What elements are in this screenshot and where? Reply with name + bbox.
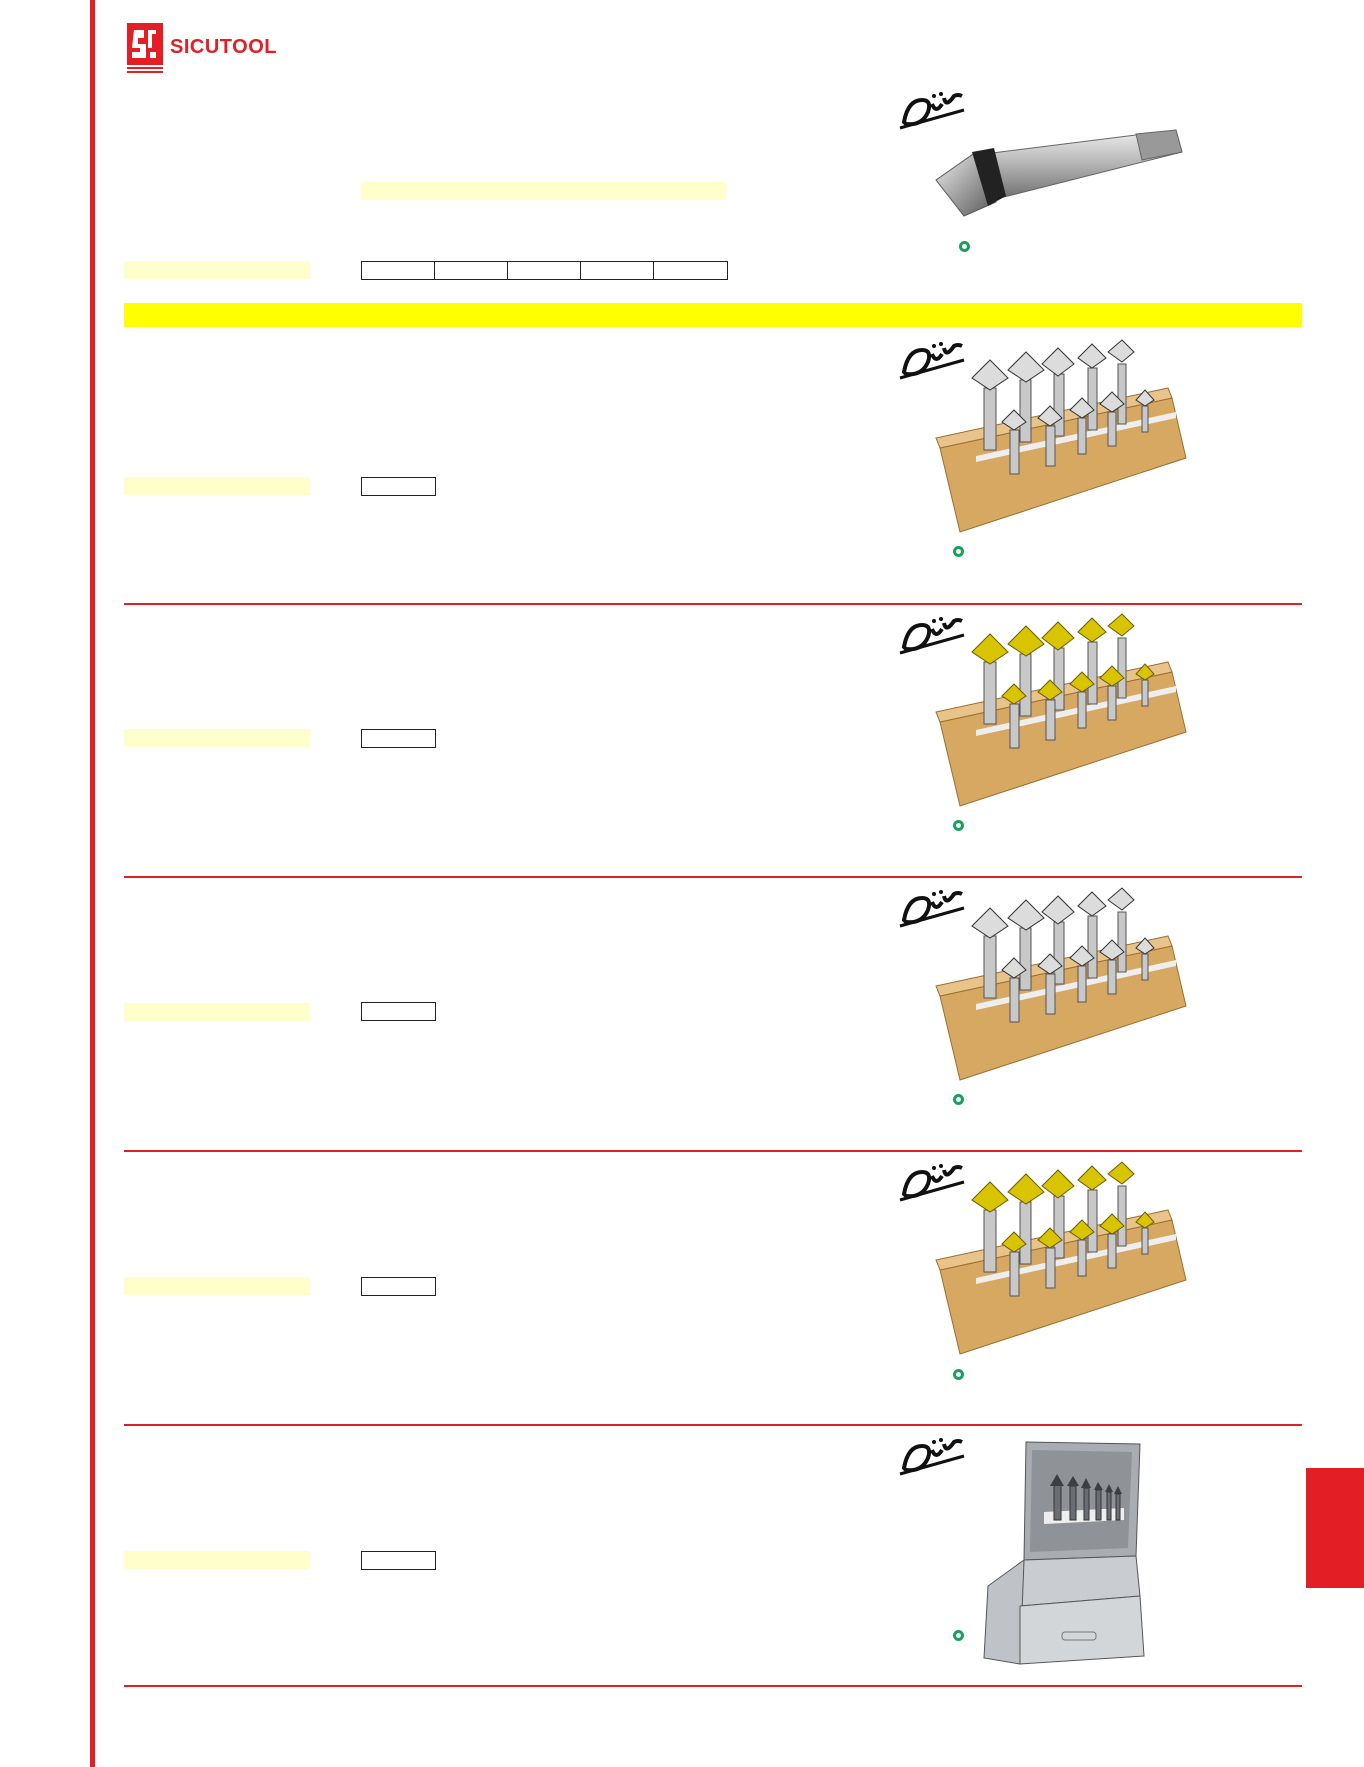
label-field [124, 729, 310, 747]
green-dot-icon [953, 820, 964, 831]
title-highlight-field [361, 182, 726, 200]
green-dot-icon [953, 1630, 964, 1641]
spec-table-row [361, 261, 728, 280]
chapter-tab [1306, 1468, 1364, 1588]
green-dot-icon [959, 241, 970, 252]
section-separator [124, 1424, 1302, 1426]
section-separator [124, 603, 1302, 605]
countersink-set-tin-wooden-block-image [936, 612, 1188, 806]
section-separator [124, 1150, 1302, 1152]
durr-brand-icon [896, 1434, 972, 1478]
section-separator [124, 1685, 1302, 1687]
left-margin-rule [90, 0, 95, 1767]
spec-cell [580, 261, 655, 280]
label-field [124, 261, 310, 279]
countersink-set-tin-wooden-block-image [936, 1160, 1188, 1354]
label-field [124, 1551, 310, 1569]
label-field [124, 1277, 310, 1295]
spec-cell [653, 261, 728, 280]
countersink-taper-shank-image [936, 124, 1186, 230]
spec-cell [361, 261, 436, 280]
spec-cell [361, 1002, 436, 1021]
spec-cell [507, 261, 582, 280]
sicutool-logo [126, 22, 326, 74]
logo-text: SICUTOOL [170, 36, 277, 58]
spec-cell [361, 1551, 436, 1570]
green-dot-icon [953, 1094, 964, 1105]
spec-cell [361, 477, 436, 496]
sicutool-logo-icon [126, 22, 166, 74]
label-field [124, 1003, 310, 1021]
countersink-set-metal-case-image [984, 1436, 1146, 1664]
spec-cell [434, 261, 509, 280]
green-dot-icon [953, 546, 964, 557]
section-header-band [124, 303, 1302, 327]
spec-cell [361, 1277, 436, 1296]
green-dot-icon [953, 1369, 964, 1380]
section-separator [124, 876, 1302, 878]
label-field [124, 477, 310, 495]
spec-cell [361, 729, 436, 748]
countersink-set-wooden-block-image [936, 338, 1188, 532]
countersink-set-wooden-block-image [936, 886, 1188, 1080]
